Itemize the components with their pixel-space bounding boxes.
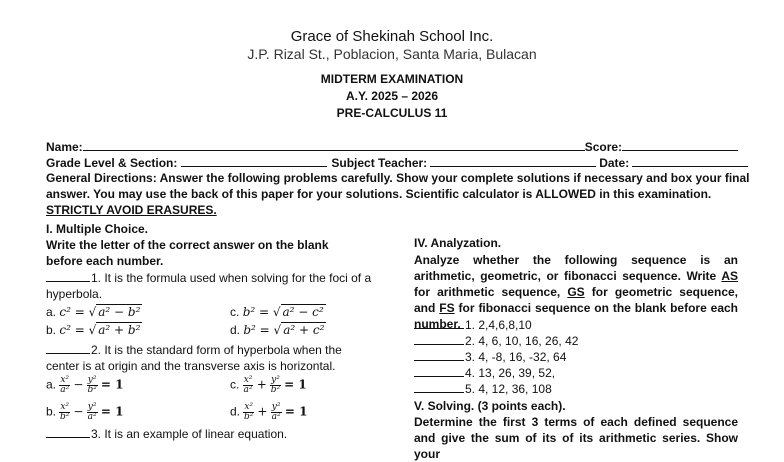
frac-den: a² (87, 412, 97, 422)
operator: + (256, 377, 267, 392)
option-lhs: c² = (59, 305, 89, 319)
frac-num: x² (244, 402, 254, 412)
exam-title: MIDTERM EXAMINATION (320, 72, 464, 86)
code-as: AS (721, 269, 738, 283)
sequence-item (414, 349, 566, 365)
date-label: Date: (599, 156, 630, 170)
question-1-text: 1. It is the formula used when solving for the foci of a hyperbola. (46, 271, 372, 301)
option-lhs: c² = (59, 323, 89, 337)
answer-blank[interactable] (414, 349, 464, 361)
equals-one: = 1 (100, 404, 124, 419)
general-directions (46, 170, 749, 186)
frac-den: b² (244, 412, 254, 422)
directions-lead: General Directions: (46, 171, 157, 185)
part5-title: V. Solving. (3 points each). (414, 399, 566, 413)
q2-option-a[interactable] (46, 376, 123, 395)
frac-num: y² (271, 402, 281, 412)
option-label: a. (46, 377, 57, 392)
question-3-text: 3. It is an example of linear equation. (91, 427, 288, 441)
code-gs: GS (567, 285, 585, 299)
part1-instruction: Write the letter of the correct answer on the blank before each number. (46, 238, 329, 268)
directions-line2: answer. You may use the back of this paper for your solutions. Scientific calculator is ALLOWED in this examination. (46, 187, 712, 201)
school-address: J.P. Rizal St., Poblacion, Santa Maria, Bulacan (247, 46, 537, 62)
name-blank[interactable] (83, 139, 585, 151)
sequence-text: 2. 4, 6, 10, 16, 26, 42 (465, 334, 579, 348)
sequence-item (414, 381, 552, 397)
q2-option-d[interactable] (230, 403, 307, 422)
question-2 (46, 342, 376, 374)
instr-part-c: for geometric sequence, and (414, 285, 738, 315)
option-label: b. (46, 404, 57, 419)
option-label: c. (230, 377, 240, 392)
sequence-text: 1. 2,4,6,8,10 (465, 318, 532, 332)
avoid-erasures: STRICTLY AVOID ERASURES. (46, 203, 217, 217)
part5-instruction: Determine the first 3 terms of each defined sequence and give the sum of its of its arithmetic series. Show your (414, 415, 738, 461)
q2-option-c[interactable] (230, 376, 307, 395)
equals-one: = 1 (284, 404, 308, 419)
option-label: a. (46, 305, 57, 319)
date-blank[interactable] (632, 155, 748, 167)
option-radicand: a² − b² (98, 305, 141, 319)
name-label: Name: (46, 140, 83, 154)
frac-den: b² (270, 385, 281, 395)
question-1 (46, 270, 376, 302)
grade-blank[interactable] (181, 155, 327, 167)
option-label: c. (230, 305, 240, 319)
sequence-text: 5. 4, 12, 36, 108 (465, 382, 552, 396)
answer-blank-1[interactable] (46, 270, 90, 282)
name-field[interactable] (46, 139, 738, 154)
sequence-item (414, 333, 578, 349)
answer-blank-2[interactable] (46, 342, 90, 354)
frac-den: a² (60, 385, 70, 395)
grade-row (46, 155, 748, 170)
q1-option-d[interactable]: d. b² = √ a² + c² (230, 323, 325, 337)
teacher-blank[interactable] (430, 155, 596, 167)
instr-part-d: for fibonacci sequence on the blank before each number. (414, 301, 739, 331)
sequence-text: 4. 13, 26, 39, 52, (465, 366, 556, 380)
answer-blank[interactable] (414, 381, 464, 393)
option-label: b. (46, 323, 57, 337)
answer-blank-3[interactable] (46, 426, 90, 438)
frac-den: a² (243, 385, 253, 395)
code-fs: FS (439, 301, 455, 315)
teacher-label: Subject Teacher: (331, 156, 428, 170)
sequence-text: 3. 4, -8, 16, -32, 64 (465, 350, 567, 364)
option-lhs: b² = (242, 305, 273, 319)
part1-title: I. Multiple Choice. (46, 222, 149, 236)
frac-num: y² (271, 375, 280, 385)
equals-one: = 1 (100, 377, 124, 392)
operator: + (257, 404, 268, 419)
subject-title: PRE-CALCULUS 11 (336, 106, 448, 120)
frac-den: b² (60, 412, 70, 422)
school-name: Grace of Shekinah School Inc. (290, 28, 494, 45)
frac-num: x² (243, 375, 253, 385)
frac-num: y² (87, 402, 97, 412)
option-radicand: a² + b² (98, 323, 141, 337)
option-radicand: a² + c² (283, 323, 325, 337)
operator: − (73, 404, 84, 419)
score-label: Score: (584, 140, 623, 154)
frac-num: y² (87, 375, 97, 385)
equals-one: = 1 (284, 377, 307, 392)
directions-line1: Answer the following problems carefully. Show your complete solutions if necessary and box your final (156, 171, 750, 185)
option-label: d. (230, 323, 241, 337)
q1-option-c[interactable]: c. b² = √ a² − c² (230, 305, 324, 319)
frac-num: x² (60, 402, 70, 412)
frac-den: b² (87, 385, 97, 395)
sequence-item (414, 317, 532, 333)
academic-year: A.Y. 2025 – 2026 (345, 89, 439, 103)
instr-part-b: for arithmetic sequence, (414, 285, 568, 299)
part4-title: IV. Analyzation. (414, 236, 502, 250)
sequence-item (414, 365, 555, 381)
operator: − (73, 377, 84, 392)
answer-blank[interactable] (414, 365, 464, 377)
instr-part-a: Analyze whether the following sequence is an arithmetic, geometric, or fibonacci sequence. Write (414, 253, 738, 283)
answer-blank[interactable] (414, 317, 464, 329)
answer-blank[interactable] (414, 333, 464, 345)
option-lhs: b² = (243, 323, 274, 337)
option-radicand: a² − c² (282, 305, 324, 319)
q1-option-b[interactable]: b. c² = √ a² + b² (46, 323, 141, 337)
question-3 (46, 426, 376, 442)
grade-label: Grade Level & Section: (46, 156, 178, 170)
frac-num: x² (60, 375, 70, 385)
frac-den: a² (271, 412, 281, 422)
question-2-text: 2. It is the standard form of hyperbola when the center is at origin and the transverse axis is horizontal. (46, 343, 342, 373)
q1-option-a[interactable]: a. c² = √ a² − b² (46, 305, 141, 319)
score-blank[interactable] (622, 139, 738, 151)
option-label: d. (230, 404, 241, 419)
q2-option-b[interactable] (46, 403, 123, 422)
